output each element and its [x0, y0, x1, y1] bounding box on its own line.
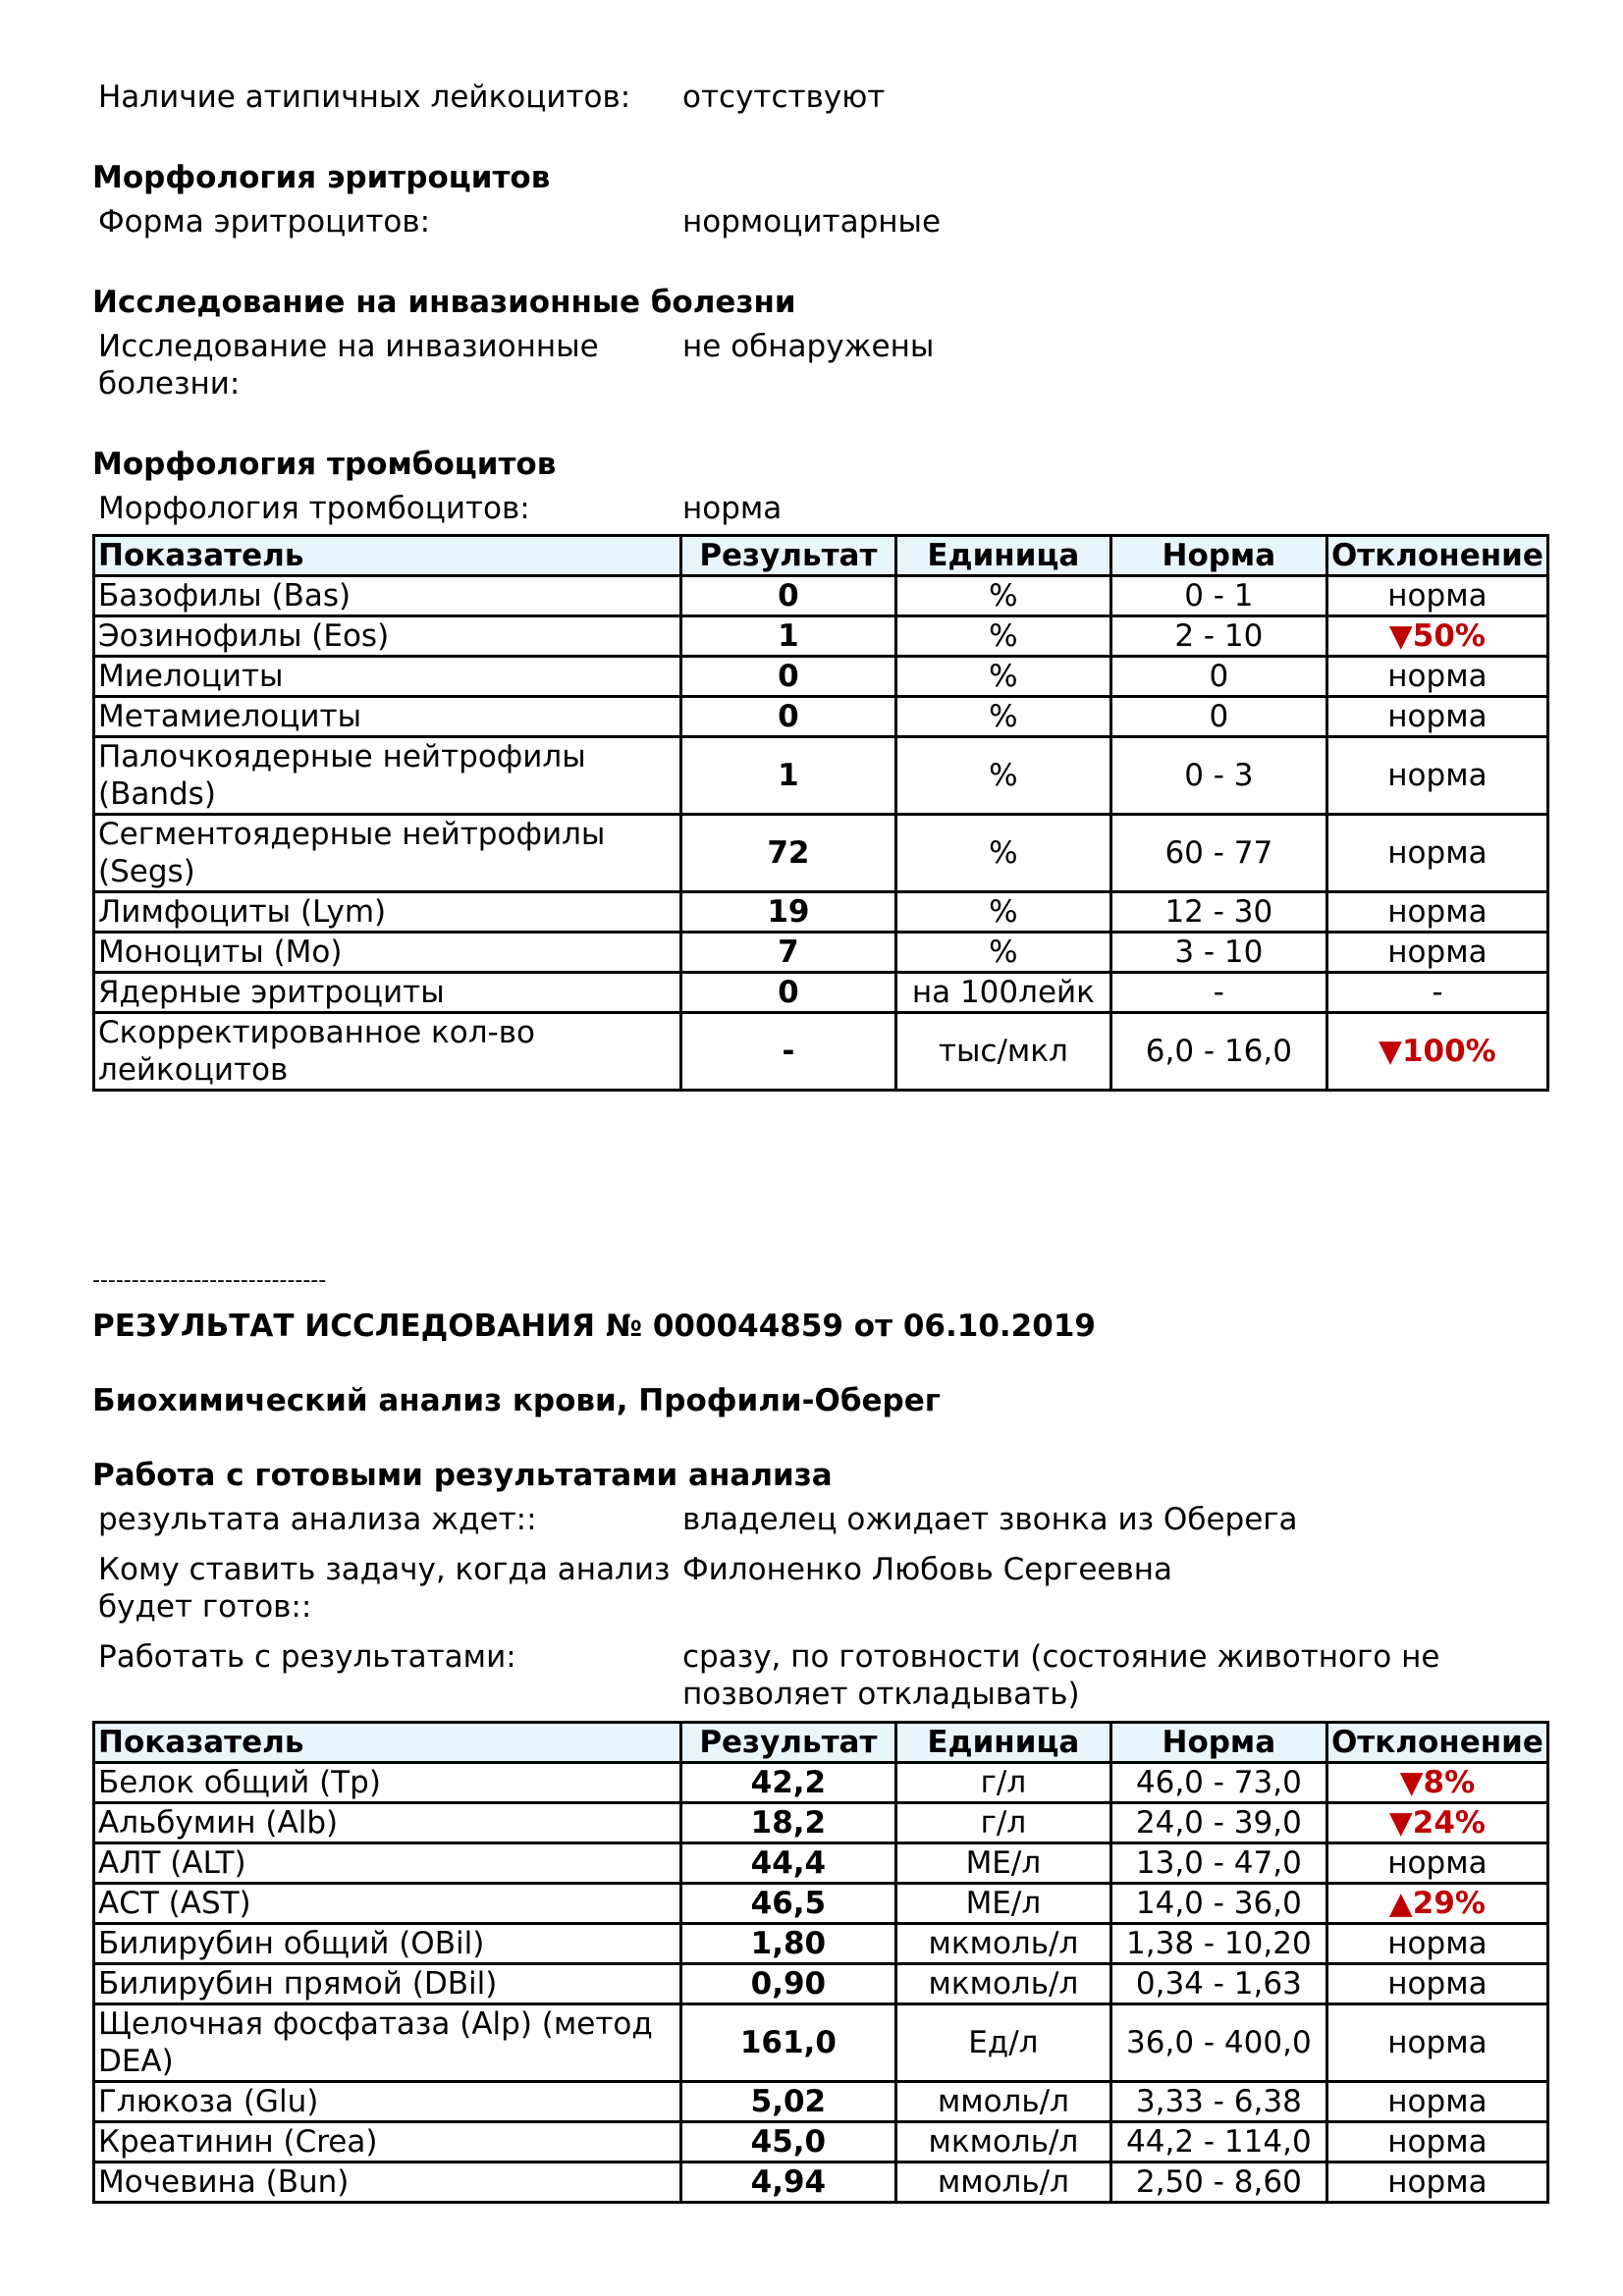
norm-cell: 2 - 10: [1110, 616, 1326, 657]
indicator-cell: Эозинофилы (Eos): [94, 616, 681, 657]
indicator-cell: Билирубин прямой (DBil): [94, 1964, 681, 2004]
unit-cell: мкмоль/л: [895, 2122, 1110, 2163]
unit-cell: %: [895, 697, 1110, 737]
field-value: сразу, по готовности (состояние животного не позволяет откладывать): [682, 1639, 1440, 1712]
result-cell: 0: [680, 657, 895, 697]
header-norm: Норма: [1110, 536, 1326, 576]
header-norm: Норма: [1110, 1723, 1326, 1763]
table-header-row: [94, 536, 1548, 576]
leukogram-table: [92, 534, 1549, 1092]
table-row: [94, 657, 1548, 697]
indicator-cell: Белок общий (Tp): [94, 1763, 681, 1803]
norm-cell: 12 - 30: [1110, 892, 1326, 933]
norm-cell: 1,38 - 10,20: [1110, 1924, 1326, 1964]
deviation-cell: норма: [1326, 1924, 1547, 1964]
work-row: [98, 1501, 1551, 1538]
norm-cell: 60 - 77: [1110, 815, 1326, 892]
unit-cell: мкмоль/л: [895, 1924, 1110, 1964]
erythrocyte-shape-row: [98, 203, 1551, 240]
platelet-morphology-row: [98, 490, 1551, 527]
indicator-cell: Скорректированное кол-во лейкоцитов: [94, 1013, 681, 1091]
deviation-cell: норма: [1326, 737, 1547, 815]
indicator-cell: Альбумин (Alb): [94, 1803, 681, 1843]
field-value: отсутствуют: [682, 80, 886, 115]
table-row: [94, 576, 1548, 616]
norm-cell: 3 - 10: [1110, 933, 1326, 973]
result-cell: 45,0: [680, 2122, 895, 2163]
deviation-cell: ▼24%: [1326, 1803, 1547, 1843]
field-value: не обнаружены: [682, 329, 935, 364]
indicator-cell: Палочкоядерные нейтрофилы (Bands): [94, 737, 681, 815]
unit-cell: %: [895, 933, 1110, 973]
norm-cell: 2,50 - 8,60: [1110, 2163, 1326, 2203]
field-value: владелец ожидает звонка из Оберега: [682, 1502, 1298, 1537]
field-value: норма: [682, 491, 783, 526]
result-cell: 0: [680, 576, 895, 616]
erythrocyte-morphology-heading: Морфология эритроцитов: [92, 160, 551, 195]
deviation-cell: норма: [1326, 576, 1547, 616]
work-row: [98, 1638, 1551, 1713]
unit-cell: МЕ/л: [895, 1884, 1110, 1924]
norm-cell: 0: [1110, 657, 1326, 697]
result-cell: 0: [680, 697, 895, 737]
table-row: [94, 2163, 1548, 2203]
table-row: [94, 815, 1548, 892]
norm-cell: 6,0 - 16,0: [1110, 1013, 1326, 1091]
analysis-title: Биохимический анализ крови, Профили-Оберег: [92, 1383, 941, 1418]
indicator-cell: Глюкоза (Glu): [94, 2082, 681, 2122]
norm-cell: 0 - 3: [1110, 737, 1326, 815]
table-row: [94, 1884, 1548, 1924]
indicator-cell: АЛТ (ALT): [94, 1843, 681, 1884]
deviation-cell: ▲29%: [1326, 1884, 1547, 1924]
table-row: [94, 697, 1548, 737]
table-row: [94, 737, 1548, 815]
norm-cell: 3,33 - 6,38: [1110, 2082, 1326, 2122]
table-row: [94, 973, 1548, 1013]
indicator-cell: Моноциты (Mo): [94, 933, 681, 973]
indicator-cell: Креатинин (Crea): [94, 2122, 681, 2163]
deviation-cell: -: [1326, 973, 1547, 1013]
deviation-cell: ▼50%: [1326, 616, 1547, 657]
result-title: РЕЗУЛЬТАТ ИССЛЕДОВАНИЯ № 000044859 от 06.10.2019: [92, 1308, 1096, 1344]
work-row: [98, 1551, 1551, 1626]
invasion-row: [98, 328, 1551, 402]
result-cell: 0: [680, 973, 895, 1013]
table-row: [94, 2082, 1548, 2122]
result-cell: 1: [680, 737, 895, 815]
result-cell: 1: [680, 616, 895, 657]
atypical-leukocytes-row: [98, 79, 1551, 116]
norm-cell: 0,34 - 1,63: [1110, 1964, 1326, 2004]
unit-cell: МЕ/л: [895, 1843, 1110, 1884]
deviation-cell: ▼8%: [1326, 1763, 1547, 1803]
unit-cell: %: [895, 657, 1110, 697]
field-value: Филоненко Любовь Сергеевна: [682, 1552, 1173, 1587]
result-cell: 7: [680, 933, 895, 973]
norm-cell: -: [1110, 973, 1326, 1013]
work-heading: Работа с готовыми результатами анализа: [92, 1458, 833, 1493]
indicator-cell: Щелочная фосфатаза (Alp) (метод DEA): [94, 2004, 681, 2082]
indicator-cell: Лимфоциты (Lym): [94, 892, 681, 933]
norm-cell: 44,2 - 114,0: [1110, 2122, 1326, 2163]
deviation-cell: норма: [1326, 933, 1547, 973]
unit-cell: ммоль/л: [895, 2163, 1110, 2203]
unit-cell: Ед/л: [895, 2004, 1110, 2082]
result-cell: 42,2: [680, 1763, 895, 1803]
indicator-cell: Метамиелоциты: [94, 697, 681, 737]
header-unit: Единица: [895, 536, 1110, 576]
table-row: [94, 1843, 1548, 1884]
unit-cell: %: [895, 892, 1110, 933]
header-result: Результат: [680, 536, 895, 576]
table-row: [94, 1763, 1548, 1803]
unit-cell: тыс/мкл: [895, 1013, 1110, 1091]
field-value: нормоцитарные: [682, 204, 942, 240]
unit-cell: %: [895, 815, 1110, 892]
result-cell: 5,02: [680, 2082, 895, 2122]
header-unit: Единица: [895, 1723, 1110, 1763]
field-label: Исследование на инвазионные болезни:: [98, 329, 599, 401]
norm-cell: 36,0 - 400,0: [1110, 2004, 1326, 2082]
header-result: Результат: [680, 1723, 895, 1763]
deviation-cell: норма: [1326, 892, 1547, 933]
unit-cell: на 100лейк: [895, 973, 1110, 1013]
result-cell: 72: [680, 815, 895, 892]
unit-cell: ммоль/л: [895, 2082, 1110, 2122]
result-cell: -: [680, 1013, 895, 1091]
deviation-cell: норма: [1326, 1964, 1547, 2004]
header-deviation: Отклонение: [1326, 536, 1547, 576]
indicator-cell: Сегментоядерные нейтрофилы (Segs): [94, 815, 681, 892]
norm-cell: 0 - 1: [1110, 576, 1326, 616]
indicator-cell: Миелоциты: [94, 657, 681, 697]
table-row: [94, 2004, 1548, 2082]
unit-cell: %: [895, 616, 1110, 657]
indicator-cell: Билирубин общий (OBil): [94, 1924, 681, 1964]
norm-cell: 46,0 - 73,0: [1110, 1763, 1326, 1803]
platelet-morphology-heading: Морфология тромбоцитов: [92, 447, 557, 482]
deviation-cell: ▼100%: [1326, 1013, 1547, 1091]
header-indicator: Показатель: [94, 536, 681, 576]
table-row: [94, 1924, 1548, 1964]
field-label: Морфология тромбоцитов:: [98, 491, 530, 526]
indicator-cell: АСТ (AST): [94, 1884, 681, 1924]
norm-cell: 0: [1110, 697, 1326, 737]
section-separator: ------------------------------: [92, 1268, 327, 1293]
result-cell: 44,4: [680, 1843, 895, 1884]
result-cell: 18,2: [680, 1803, 895, 1843]
table-row: [94, 1964, 1548, 2004]
table-row: [94, 892, 1548, 933]
unit-cell: %: [895, 737, 1110, 815]
indicator-cell: Мочевина (Bun): [94, 2163, 681, 2203]
field-label: Форма эритроцитов:: [98, 204, 431, 240]
result-cell: 1,80: [680, 1924, 895, 1964]
deviation-cell: норма: [1326, 815, 1547, 892]
invasion-heading: Исследование на инвазионные болезни: [92, 285, 796, 320]
norm-cell: 24,0 - 39,0: [1110, 1803, 1326, 1843]
result-cell: 46,5: [680, 1884, 895, 1924]
table-row: [94, 1803, 1548, 1843]
header-deviation: Отклонение: [1326, 1723, 1547, 1763]
field-label: Работать с результатами:: [98, 1639, 516, 1675]
result-cell: 19: [680, 892, 895, 933]
norm-cell: 14,0 - 36,0: [1110, 1884, 1326, 1924]
table-header-row: [94, 1723, 1548, 1763]
deviation-cell: норма: [1326, 1843, 1547, 1884]
unit-cell: г/л: [895, 1763, 1110, 1803]
norm-cell: 13,0 - 47,0: [1110, 1843, 1326, 1884]
field-label: Кому ставить задачу, когда анализ будет готов::: [98, 1552, 671, 1625]
deviation-cell: норма: [1326, 697, 1547, 737]
result-cell: 0,90: [680, 1964, 895, 2004]
unit-cell: %: [895, 576, 1110, 616]
table-row: [94, 616, 1548, 657]
indicator-cell: Ядерные эритроциты: [94, 973, 681, 1013]
field-label: результата анализа ждет::: [98, 1502, 537, 1537]
result-cell: 161,0: [680, 2004, 895, 2082]
result-cell: 4,94: [680, 2163, 895, 2203]
unit-cell: г/л: [895, 1803, 1110, 1843]
deviation-cell: норма: [1326, 657, 1547, 697]
indicator-cell: Базофилы (Bas): [94, 576, 681, 616]
unit-cell: мкмоль/л: [895, 1964, 1110, 2004]
biochemistry-table: [92, 1721, 1549, 2204]
deviation-cell: норма: [1326, 2122, 1547, 2163]
field-label: Наличие атипичных лейкоцитов:: [98, 80, 631, 115]
table-row: [94, 2122, 1548, 2163]
deviation-cell: норма: [1326, 2163, 1547, 2203]
table-row: [94, 1013, 1548, 1091]
table-row: [94, 933, 1548, 973]
header-indicator: Показатель: [94, 1723, 681, 1763]
deviation-cell: норма: [1326, 2082, 1547, 2122]
deviation-cell: норма: [1326, 2004, 1547, 2082]
